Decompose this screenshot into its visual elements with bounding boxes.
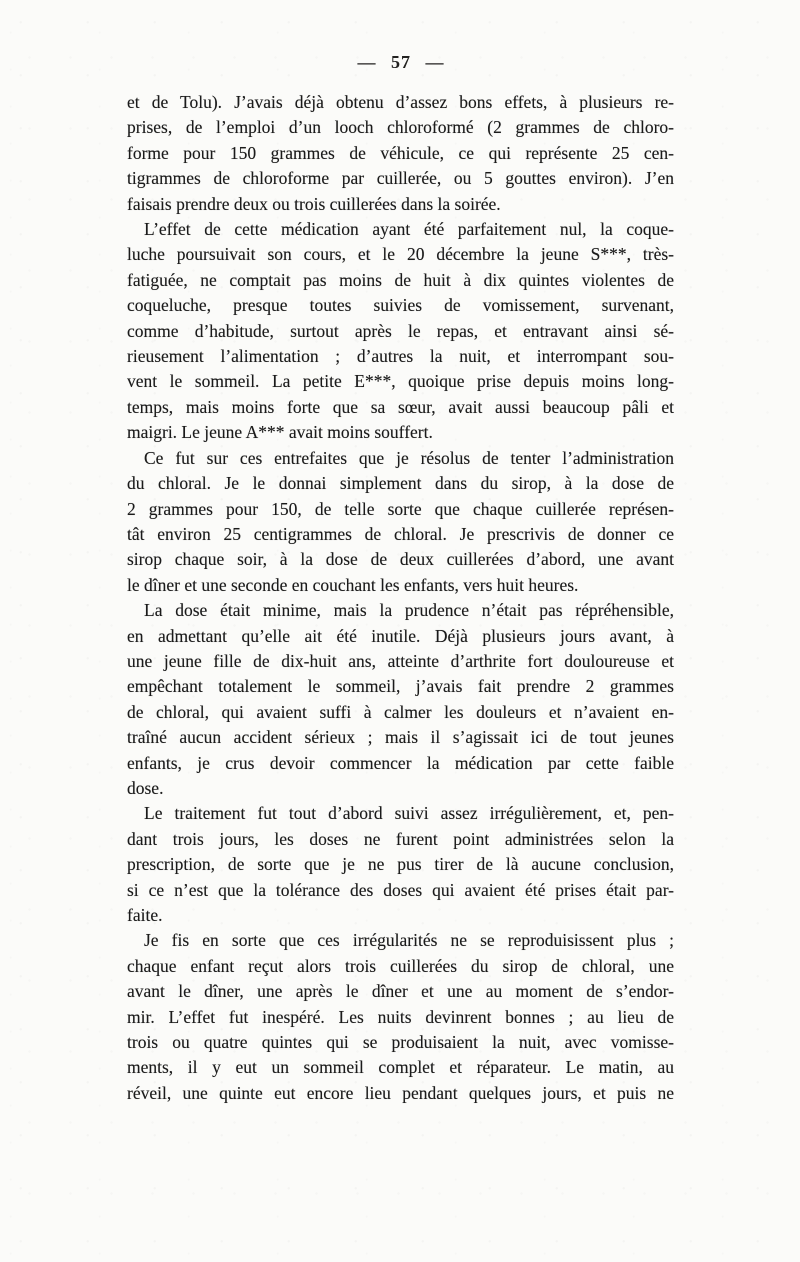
text-line: L’effet de cette médication ayant été parfaitement nul, la coque- [144, 219, 674, 240]
text-line: temps, mais moins forte que sa sœur, avait aussi beaucoup pâli et [127, 396, 674, 417]
text-line: et de Tolu). J’avais déjà obtenu d’assez bons effets, à plusieurs re- [127, 92, 674, 112]
text-line: La dose était minime, mais la prudence n’était pas répréhensible, [144, 600, 674, 621]
paragraph [127, 217, 674, 446]
body-text [127, 90, 674, 1106]
text-line: enfants, je crus devoir commencer la médication par cette faible [127, 752, 674, 773]
text-line: rieusement l’alimentation ; d’autres la nuit, et interrompant sou- [127, 346, 674, 367]
text-line: mir. L’effet fut inespéré. Les nuits devinrent bonnes ; au lieu de [127, 1006, 674, 1027]
text-line: forme pour 150 grammes de véhicule, ce qui représente 25 cen- [127, 142, 674, 163]
text-line: du chloral. Je le donnai simplement dans du sirop, à la dose de [127, 473, 674, 494]
text-line: tigrammes de chloroforme par cuillerée, ou 5 gouttes environ). J’en [127, 168, 674, 189]
text-line: en admettant qu’elle ait été inutile. Déjà plusieurs jours avant, à [127, 625, 674, 646]
text-line: prescription, de sorte que je ne pus tirer de là aucune conclusion, [127, 854, 674, 875]
text-line: tât environ 25 centigrammes de chloral. Je prescrivis de donner ce [127, 523, 674, 544]
text-line: Le traitement fut tout d’abord suivi assez irrégulièrement, et, pen- [144, 803, 674, 824]
text-line: fatiguée, ne comptait pas moins de huit à dix quintes violentes de [127, 269, 674, 290]
page-number: — 57 — [357, 52, 445, 72]
text-line: coqueluche, presque toutes suivies de vomissement, survenant, [127, 295, 674, 316]
text-line: vent le sommeil. La petite E***, quoique prise depuis moins long- [127, 371, 674, 392]
text-line: dose. [127, 777, 164, 798]
text-line: empêchant totalement le sommeil, j’avais fait prendre 2 grammes [127, 676, 674, 697]
text-line: comme d’habitude, surtout après le repas, et entravant ainsi sé- [127, 320, 674, 341]
text-line: faite. [127, 905, 163, 925]
text-line: faisais prendre deux ou trois cuillerées dans la soirée. [127, 193, 501, 214]
text-line: sirop chaque soir, à la dose de deux cuillerées d’abord, une avant [127, 549, 674, 570]
text-line: réveil, une quinte eut encore lieu pendant quelques jours, et puis ne [127, 1082, 674, 1103]
text-line: si ce n’est que la tolérance des doses qui avaient été prises était par- [127, 879, 674, 900]
text-line: ments, il y eut un sommeil complet et réparateur. Le matin, au [127, 1057, 674, 1078]
text-line: chaque enfant reçut alors trois cuillerées du sirop de chloral, une [127, 955, 674, 976]
text-line: dant trois jours, les doses ne furent point administrées selon la [127, 828, 674, 849]
text-line: prises, de l’emploi d’un looch chloroformé (2 grammes de chloro- [127, 117, 674, 138]
text-line: avant le dîner, une après le dîner et une au moment de s’endor- [127, 981, 674, 1002]
paragraph [127, 928, 674, 1106]
text-line: trois ou quatre quintes qui se produisaient la nuit, avec vomisse- [127, 1032, 674, 1053]
text-line: maigri. Le jeune A*** avait moins souffert. [127, 422, 433, 443]
text-line: Ce fut sur ces entrefaites que je résolus de tenter l’administration [144, 447, 674, 468]
paragraph [127, 90, 674, 217]
text-line: traîné aucun accident sérieux ; mais il s’agissait ici de tout jeunes [127, 727, 674, 748]
text-line: de chloral, qui avaient suffi à calmer les douleurs et n’avaient en- [127, 701, 674, 722]
paragraph [127, 446, 674, 598]
paragraph [127, 598, 674, 801]
paragraph [127, 801, 674, 928]
text-line: luche poursuivait son cours, et le 20 décembre la jeune S***, très- [127, 244, 674, 265]
text-line: Je fis en sorte que ces irrégularités ne se reproduisissent plus ; [144, 930, 674, 951]
text-line: 2 grammes pour 150, de telle sorte que chaque cuillerée représen- [127, 498, 674, 519]
text-line: une jeune fille de dix-huit ans, atteinte d’arthrite fort douloureuse et [127, 650, 674, 671]
text-line: le dîner et une seconde en couchant les enfants, vers huit heures. [127, 574, 579, 595]
